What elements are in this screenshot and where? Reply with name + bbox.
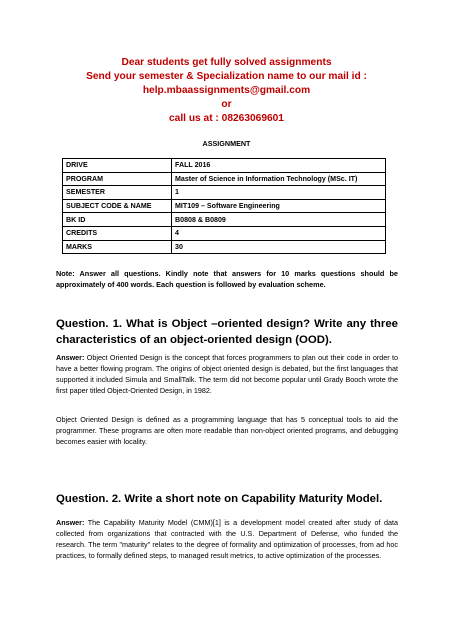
row-label: SUBJECT CODE & NAME <box>63 199 172 213</box>
table-row <box>63 213 386 227</box>
question-2-heading: Question. 2. Write a short note on Capability Maturity Model. <box>56 493 383 505</box>
promo-banner <box>40 56 413 126</box>
instructions-note: Note: Answer all questions. Kindly note that answers for 10 marks questions should be approximately of 400 words. Each question is followed by evaluation scheme. <box>56 269 398 289</box>
promo-email: help.mbaassignments@gmail.com <box>142 85 311 96</box>
table-row <box>63 159 386 173</box>
row-label: CREDITS <box>63 226 172 240</box>
table-row <box>63 186 386 200</box>
question-2-answer-paragraph-1 <box>56 517 398 561</box>
answer-label: Answer: <box>56 518 85 527</box>
promo-line-1: Dear students get fully solved assignments <box>121 57 332 68</box>
question-1-heading: Question. 1. What is Object –oriented design? Write any three characteristics of an object-oriented design (OOD). <box>56 318 398 346</box>
row-value: 1 <box>172 186 386 200</box>
row-value: MIT109 – Software Engineering <box>172 199 386 213</box>
row-label: BK ID <box>63 213 172 227</box>
row-value: B0808 & B0809 <box>172 213 386 227</box>
promo-call: call us at : 08263069601 <box>169 113 284 124</box>
answer-label: Answer: <box>56 353 85 362</box>
assignment-title: ASSIGNMENT <box>202 139 251 148</box>
table-row <box>63 172 386 186</box>
answer-text: The Capability Maturity Model (CMM)[1] is a development model created after study of data collected from organizations that contracted with the U.S. Department of Defense, who funded the research. The term "maturity" relates to the degree of formality and optimization of processes, from ad hoc practices, to formally defined steps, to managed result metrics, to active optimization of the processes. <box>56 518 398 560</box>
row-value: 30 <box>172 240 386 254</box>
table-row <box>63 226 386 240</box>
row-value: 4 <box>172 226 386 240</box>
row-label: PROGRAM <box>63 172 172 186</box>
assignment-info-table <box>62 158 386 254</box>
question-1-answer-paragraph-1 <box>56 352 398 396</box>
answer-text: Object Oriented Design is the concept that forces programmers to plan out their code in order to have a better flowing program. The origins of object oriented design is debated, but the first languages that supported it included Simula and SmallTalk. The term did not become popular until Grady Booch wrote the first paper titled Object-Oriented Design, in 1982. <box>56 353 398 395</box>
question-1-answer-paragraph-2: Object Oriented Design is defined as a programming language that has 5 conceptual tools to aid the programmer. These programs are often more readable than non-object oriented programs, and debugging becomes easier with locality. <box>56 415 398 446</box>
promo-line-2: Send your semester & Specialization name to our mail id : <box>86 71 367 82</box>
table-row <box>63 240 386 254</box>
row-label: DRIVE <box>63 159 172 173</box>
promo-or: or <box>221 99 232 110</box>
row-value: Master of Science in Information Technology (MSc. IT) <box>172 172 386 186</box>
table-row <box>63 199 386 213</box>
row-value: FALL 2016 <box>172 159 386 173</box>
row-label: MARKS <box>63 240 172 254</box>
row-label: SEMESTER <box>63 186 172 200</box>
